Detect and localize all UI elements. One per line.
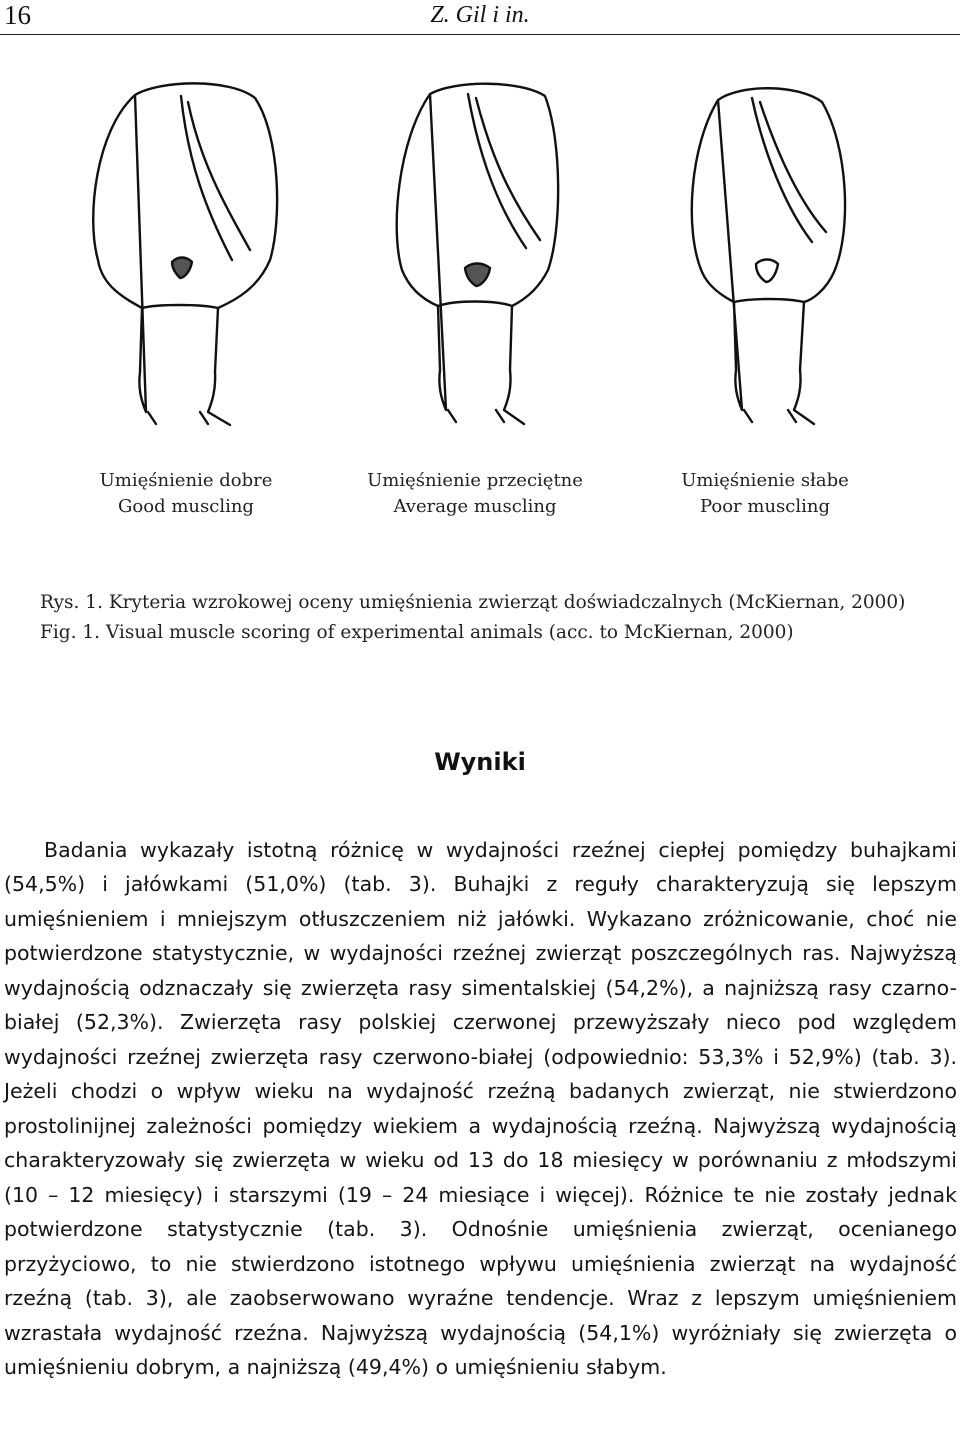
caption-english: Fig. 1. Visual muscle scoring of experimental animals (acc. to McKiernan, 2000) bbox=[40, 622, 794, 643]
section-heading: Wyniki bbox=[434, 748, 526, 776]
panel-label-en: Average muscling bbox=[393, 496, 557, 517]
panel-label-en: Good muscling bbox=[118, 496, 254, 517]
cow-rear-poor-muscling bbox=[692, 88, 845, 424]
panel-label-poor bbox=[635, 468, 895, 520]
cow-rear-average-muscling bbox=[397, 84, 558, 424]
caption-polish: Rys. 1. Kryteria wzrokowej oceny umięśnienia zwierząt doświadczalnych (McKiernan, 2000) bbox=[40, 592, 906, 613]
panel-label-pl: Umięśnienie dobre bbox=[99, 470, 273, 491]
running-title: Z. Gil i in. bbox=[430, 2, 530, 28]
panel-label-pl: Umięśnienie słabe bbox=[681, 470, 849, 491]
panel-label-en: Poor muscling bbox=[700, 496, 830, 517]
page-number: 16 bbox=[4, 0, 31, 30]
figure-cattle-muscling bbox=[0, 50, 960, 470]
figure-illustration bbox=[0, 50, 960, 470]
panel-label-average bbox=[345, 468, 605, 520]
panel-label-good bbox=[56, 468, 316, 520]
panel-label-pl: Umięśnienie przeciętne bbox=[367, 470, 583, 491]
body-paragraph: Badania wykazały istotną różnicę w wydajności rzeźnej ciepłej pomiędzy buhajkami (54,5%) i jałówkami (51,0%) (tab. 3). Buhajki z reguły charakteryzują się lepszym umięśnieniem i mniejszym otłuszczeniem niż jałówki. Wykazano zróżnicowanie, choć nie potwierdzone statystycznie, w wydajności rzeźnej zwierząt poszczególnych ras. Najwyższą wydajnością odznaczały się zwierzęta rasy simentalskiej (54,2%), a najniższą rasy czarno-białej (52,3%). Zwierzęta rasy polskiej czerwonej przewyższały nieco pod względem wydajności rzeźnej zwierzęta rasy czerwono-białej (odpowiednio: 53,3% i 52,9%) (tab. 3). Jeżeli chodzi o wpływ wieku na wydajność rzeźną badanych zwierząt, nie stwierdzono prostolinijnej zależności pomiędzy wiekiem a wydajnością rzeźną. Najwyższą wydajnością charakteryzowały się zwierzęta w wieku od 13 do 18 miesięcy w porównaniu z młodszymi (10 – 12 miesięcy) i starszymi (19 – 24 miesiące i więcej). Różnice te nie zostały jednak potwierdzone statystycznie (tab. 3). Odnośnie umięśnienia zwierząt, ocenianego przyżyciowo, to nie stwierdzono istotnego wpływu umięśnienia zwierząt na wydajność rzeźną (tab. 3), ale zaobserwowano wyraźne tendencje. Wraz z lepszym umięśnieniem wzrastała wydajność rzeźna. Najwyższą wydajnością (54,1%) wyróżniały się zwierzęta o umięśnieniu dobrym, a najniższą (49,4%) o umięśnieniu słabym. bbox=[4, 837, 957, 1379]
figure-panel-labels bbox=[0, 468, 960, 528]
cow-rear-good-muscling bbox=[93, 83, 277, 425]
figure-caption bbox=[40, 588, 940, 648]
running-head bbox=[0, 0, 960, 35]
